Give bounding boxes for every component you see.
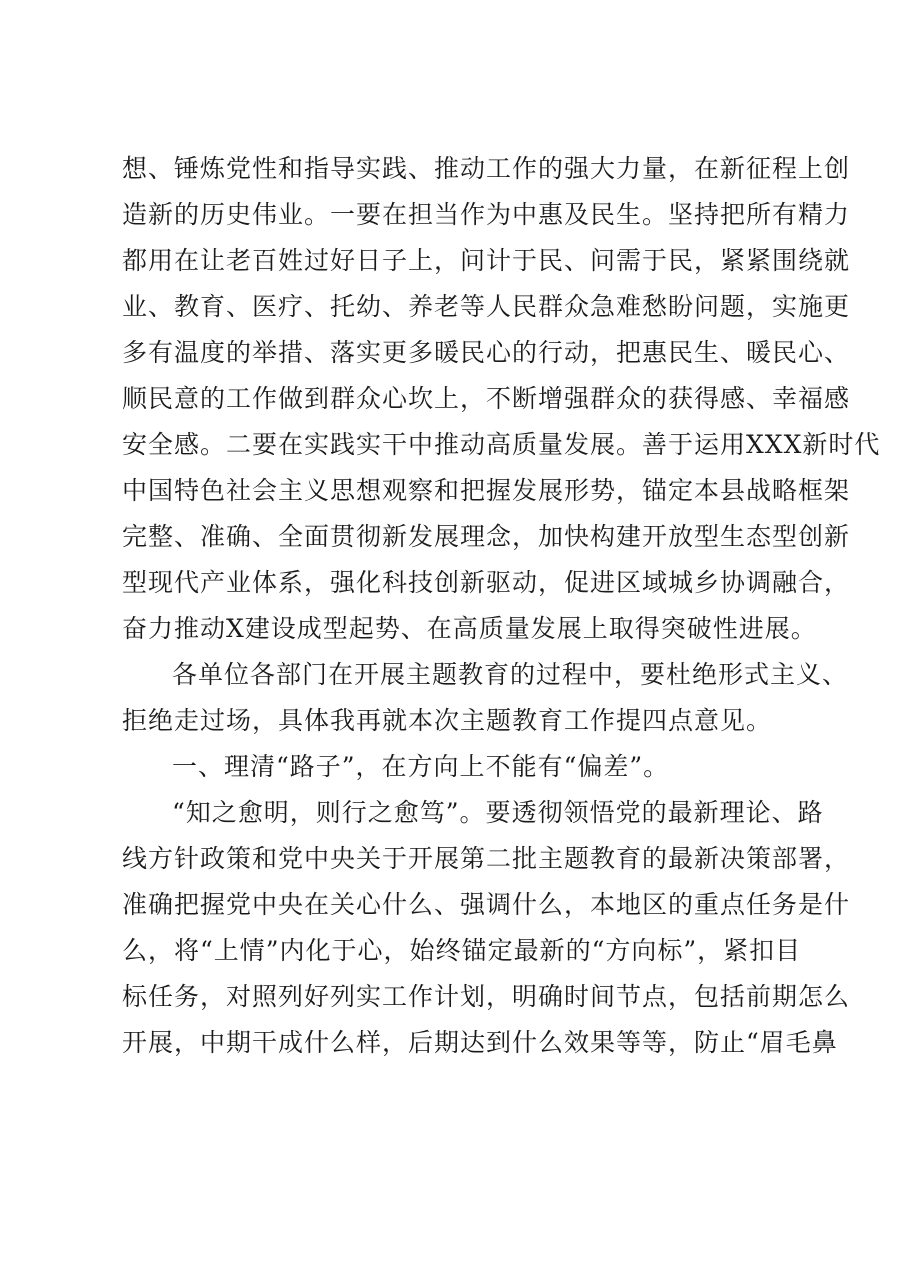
text-line: 奋力推动X建设成型起势、在高质量发展上取得突破性进展。 [122, 614, 817, 643]
text-line: 拒绝走过场，具体我再就本次主题教育工作提四点意见。 [122, 706, 773, 735]
text-line: 都用在让老百姓过好日子上，问计于民、问需于民，紧紧围绕就 [122, 246, 851, 275]
text-line: 安全感。二要在实践实干中推动高质量发展。善于运用XXX新时代 [122, 430, 881, 459]
text-line: 么，将“上情”内化于心，始终锚定最新的“方向标”，紧扣目 [122, 936, 802, 965]
text-line: 造新的历史伟业。一要在担当作为中惠及民生。坚持把所有精力 [122, 200, 851, 229]
text-line: 标任务，对照列好列实工作计划，明确时间节点，包括前期怎么 [122, 982, 851, 1011]
text-line: 开展，中期干成什么样，后期达到什么效果等等，防止“眉毛鼻 [122, 1028, 838, 1057]
section-heading: 一、理清“路子”，在方向上不能有“偏差”。 [172, 752, 670, 781]
text-line: 线方针政策和党中央关于开展第二批主题教育的最新决策部署， [122, 844, 851, 873]
paragraph-first-line: “知之愈明，则行之愈笃”。要透彻领悟党的最新理论、路 [172, 798, 824, 827]
text-line: 想、锤炼党性和指导实践、推动工作的强大力量，在新征程上创 [122, 154, 851, 183]
text-line: 业、教育、医疗、托幼、养老等人民群众急难愁盼问题，实施更 [122, 292, 851, 321]
text-line: 型现代产业体系，强化科技创新驱动，促进区域城乡协调融合， [122, 568, 851, 597]
text-line: 顺民意的工作做到群众心坎上，不断增强群众的获得感、幸福感 [122, 384, 851, 413]
paragraph-first-line: 各单位各部门在开展主题教育的过程中，要杜绝形式主义、 [172, 660, 849, 689]
text-line: 中国特色社会主义思想观察和把握发展形势，锚定本县战略框架 [122, 476, 851, 505]
text-line: 准确把握党中央在关心什么、强调什么，本地区的重点任务是什 [122, 890, 851, 919]
text-line: 完整、准确、全面贯彻新发展理念，加快构建开放型生态型创新 [122, 522, 851, 551]
document-body [122, 146, 881, 1066]
text-line: 多有温度的举措、落实更多暖民心的行动，把惠民生、暖民心、 [122, 338, 851, 367]
